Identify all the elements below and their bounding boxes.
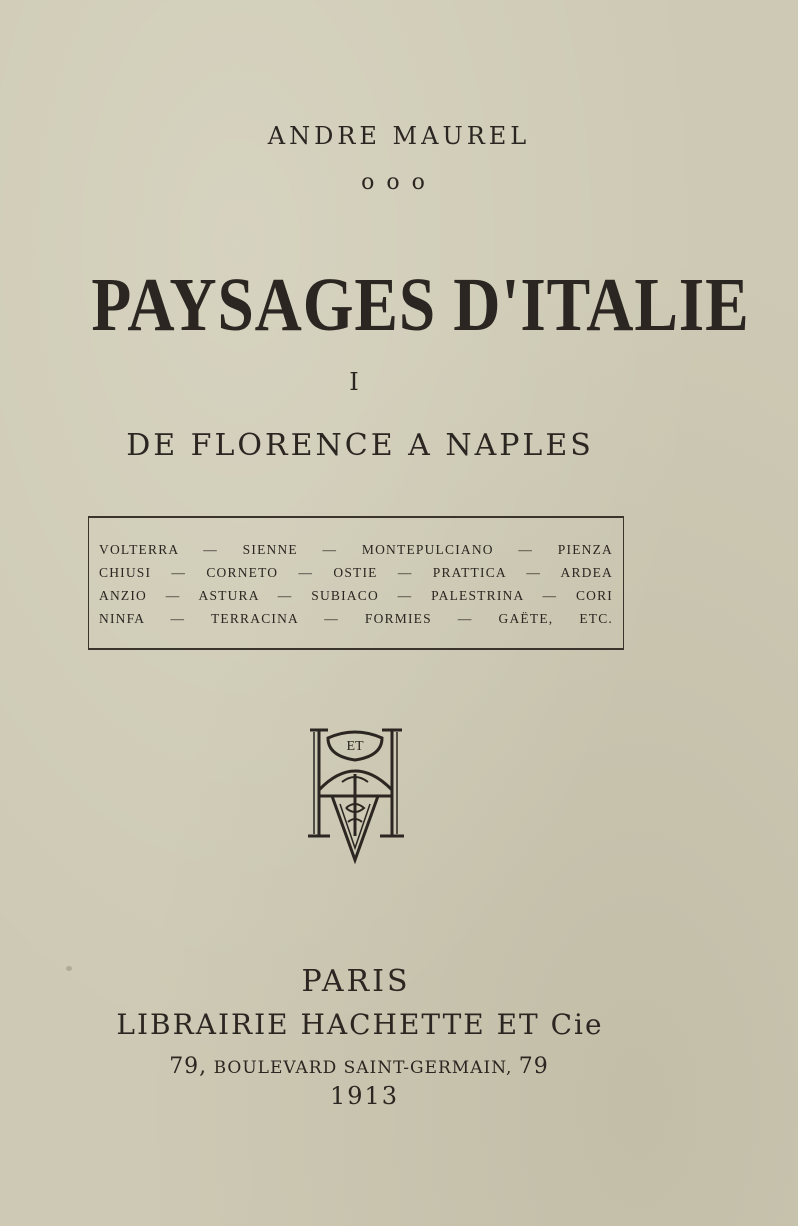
volume-number: I [349, 368, 359, 396]
paper-spot [66, 966, 72, 971]
publisher-name: LIBRAIRIE HACHETTE ET Cie [116, 1008, 604, 1041]
places-line: VOLTERRA — SIENNE — MONTEPULCIANO — PIENZA [99, 542, 613, 557]
author-name: ANDRE MAUREL [267, 122, 531, 150]
book-title: PAYSAGES D'ITALIE [91, 263, 750, 347]
book-subtitle: DE FLORENCE A NAPLES [126, 428, 594, 463]
publisher-monogram-logo [302, 724, 408, 866]
ornament-dots: ooo [361, 170, 437, 195]
address-number-right: 79 [518, 1054, 549, 1079]
places-line: ANZIO — ASTURA — SUBIACO — PALESTRINA — CORI [99, 588, 613, 603]
address-number-left: 79, [169, 1054, 208, 1079]
address-street: BOULEVARD SAINT-GERMAIN, [213, 1058, 513, 1078]
publication-year: 1913 [330, 1082, 400, 1110]
places-box [88, 516, 624, 650]
logo-letters: ET [346, 739, 364, 754]
publication-city: PARIS [301, 964, 411, 999]
places-line: CHIUSI — CORNETO — OSTIE — PRATTICA — ARDEA [99, 565, 613, 580]
publisher-address [164, 1054, 554, 1079]
places-line: NINFA — TERRACINA — FORMIES — GAËTE, ETC. [99, 611, 613, 626]
